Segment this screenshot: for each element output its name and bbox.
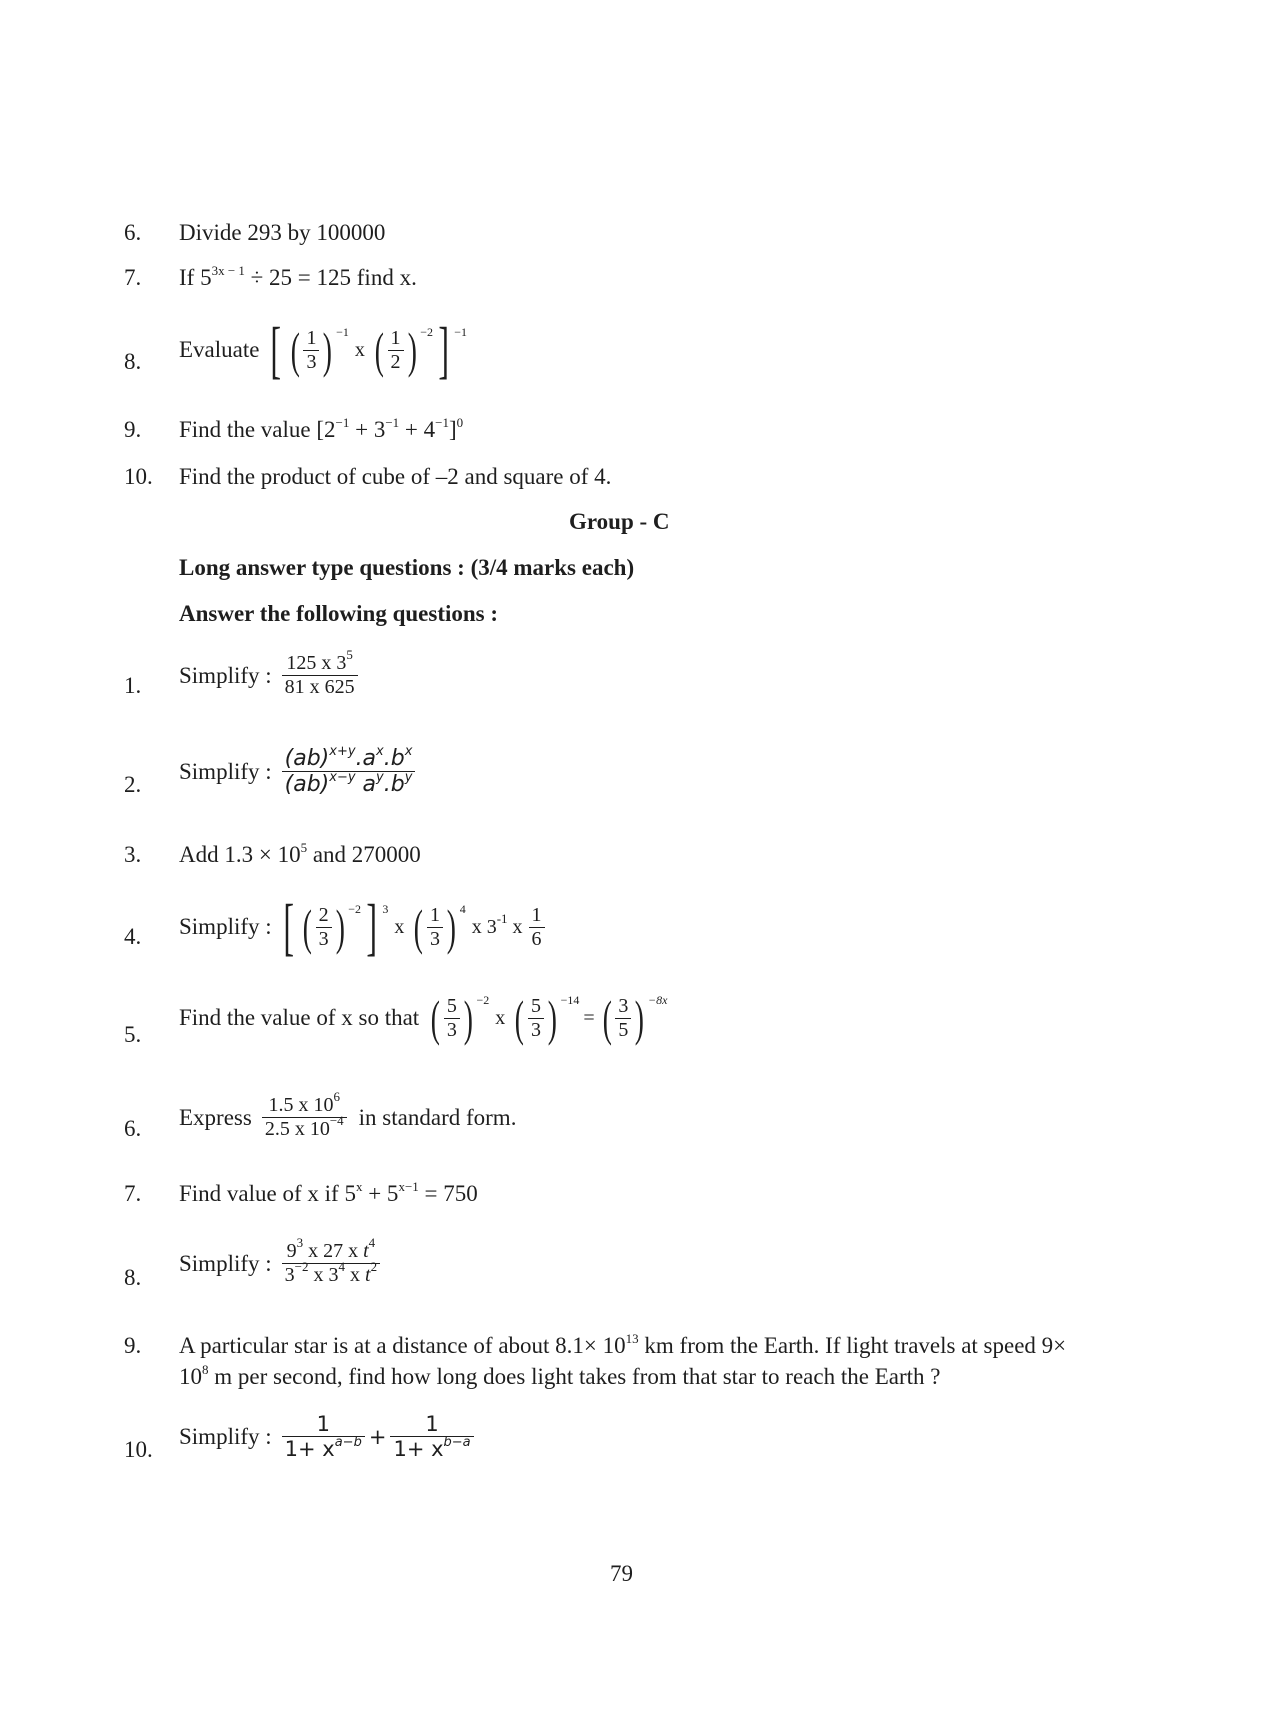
question-expression: Simplify : [ ( $\frac{2}{3}$ ) −2 ] 3 x ( $\frac{1}{3}$ ) 4 x $3^{-1}$ x $\frac{1}{6}$ bbox=[179, 895, 545, 959]
question-number: 6. bbox=[124, 220, 142, 245]
question-number: 7. bbox=[124, 1181, 142, 1206]
question-expression: Evaluate [ ( $\frac{1}{3}$ ) −1 x ( $\frac{1}{2}$ ) −2 ] −1 bbox=[179, 314, 468, 385]
section-subtitle: Long answer type questions : (3/4 marks each) bbox=[179, 555, 635, 580]
question-number: 8. bbox=[124, 1265, 142, 1290]
question-text: A particular star is at a distance of about $8.1\times 10^{13}$ km from the Earth. If light travels at speed 9× bbox=[179, 1331, 1067, 1358]
question-number: 2. bbox=[124, 772, 142, 797]
question-number: 10. bbox=[124, 464, 153, 489]
question-number: 9. bbox=[124, 1333, 142, 1358]
question-text: Add $1.3 \times 10^5$ and 270000 bbox=[179, 840, 421, 867]
question-expression: Simplify : $\frac{1}{1+ x^{a-b}}$ + $\frac{1}{1+ x^{b-a}}$ bbox=[179, 1412, 474, 1461]
question-number: 7. bbox=[124, 265, 142, 290]
question-expression: Simplify : $\frac{(ab)^{x+y}.a^x.b^x}{(ab)^{x-y} a^y.b^y}$ bbox=[179, 746, 415, 798]
question-number: 1. bbox=[124, 673, 142, 698]
question-text: Find value of x if $5^x + 5^{x-1} = 750$ bbox=[179, 1179, 478, 1206]
question-number: 10. bbox=[124, 1437, 153, 1462]
question-text: Find the product of cube of –2 and square of 4. bbox=[179, 464, 612, 489]
section-instruction: Answer the following questions : bbox=[179, 601, 499, 626]
question-expression: Simplify : $\frac{125 x 3^5}{81 x 625}$ bbox=[179, 652, 358, 699]
question-expression: Express $\frac{1.5 x 10^6}{2.5 x 10^{-4}}$ in standard form. bbox=[179, 1089, 517, 1140]
question-number: 8. bbox=[124, 349, 142, 374]
question-text: $10^8$ m per second, find how long does light takes from that star to reach the Earth ? bbox=[179, 1362, 941, 1389]
question-expression: Find the value of x so that ( $\frac{5}{3}$ ) −2 x ( $\frac{5}{3}$ ) −14 = ( $\frac{3}{5}$ ) −8x bbox=[179, 990, 668, 1046]
question-expression: Simplify : $\frac{9^3 x 27 x t^4}{3^{-2} x 3^4 x t^2}$ bbox=[179, 1240, 380, 1287]
question-text: Find the value $[2^{-1} + 3^{-1} + 4^{-1}]^0$ bbox=[179, 415, 464, 442]
question-number: 9. bbox=[124, 417, 142, 442]
question-number: 6. bbox=[124, 1116, 142, 1141]
question-number: 4. bbox=[124, 924, 142, 949]
page-number: 79 bbox=[610, 1561, 633, 1586]
question-text: Divide 293 by 100000 bbox=[179, 220, 386, 245]
section-title: Group - C bbox=[569, 509, 670, 534]
question-text: If $5^{3x - 1} \div 25 = 125$ find x. bbox=[179, 263, 417, 290]
question-number: 3. bbox=[124, 842, 142, 867]
question-number: 5. bbox=[124, 1022, 142, 1047]
